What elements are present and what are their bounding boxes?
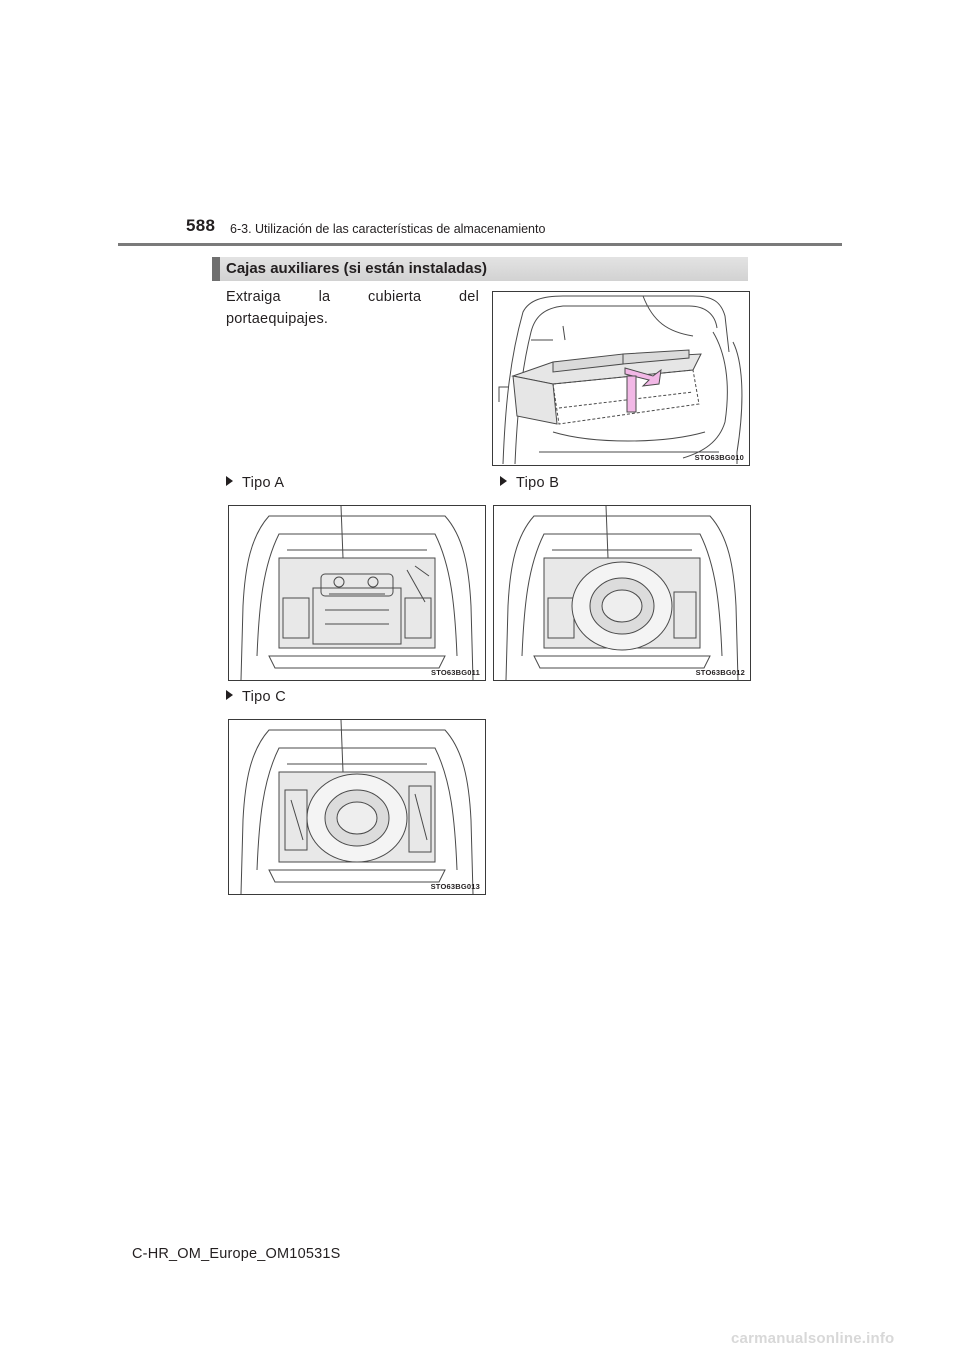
bullet-triangle-icon (226, 476, 233, 486)
bullet-triangle-icon (500, 476, 507, 486)
figure-type-b (493, 505, 751, 681)
figure-type-c (228, 719, 486, 895)
type-b-label (500, 475, 559, 491)
figure-type-a (228, 505, 486, 681)
cover-removal-illustration (493, 292, 749, 465)
chapter-heading: 6-3. Utilización de las características de almacenamiento (230, 222, 546, 236)
watermark: carmanualsonline.info (731, 1330, 895, 1347)
instruction-text: Extraiga la cubierta del portaequipajes. (226, 289, 479, 327)
type-c-text: Tipo C (242, 689, 286, 705)
section-heading: Cajas auxiliares (si están instaladas) (226, 260, 487, 277)
trunk-type-a-illustration (229, 506, 485, 680)
document-id: C-HR_OM_Europe_OM10531S (132, 1246, 341, 1262)
trunk-type-c-illustration (229, 720, 485, 894)
figure-cover-removal (492, 291, 750, 466)
trunk-type-b-illustration (494, 506, 750, 680)
figure-code: STO63BG012 (695, 668, 745, 677)
type-a-label (226, 475, 284, 491)
section-heading-accent (212, 257, 220, 281)
lift-arrow-icon (625, 368, 661, 412)
section-heading-bar (212, 257, 748, 281)
page-number: 588 (186, 216, 216, 235)
type-c-label (226, 689, 286, 705)
figure-code: STO63BG010 (694, 453, 744, 462)
bullet-triangle-icon (226, 690, 233, 700)
figure-code: STO63BG013 (430, 882, 480, 891)
type-a-text: Tipo A (242, 475, 285, 491)
header-divider (118, 243, 842, 246)
figure-code: STO63BG011 (431, 668, 480, 677)
type-b-text: Tipo B (516, 475, 560, 491)
